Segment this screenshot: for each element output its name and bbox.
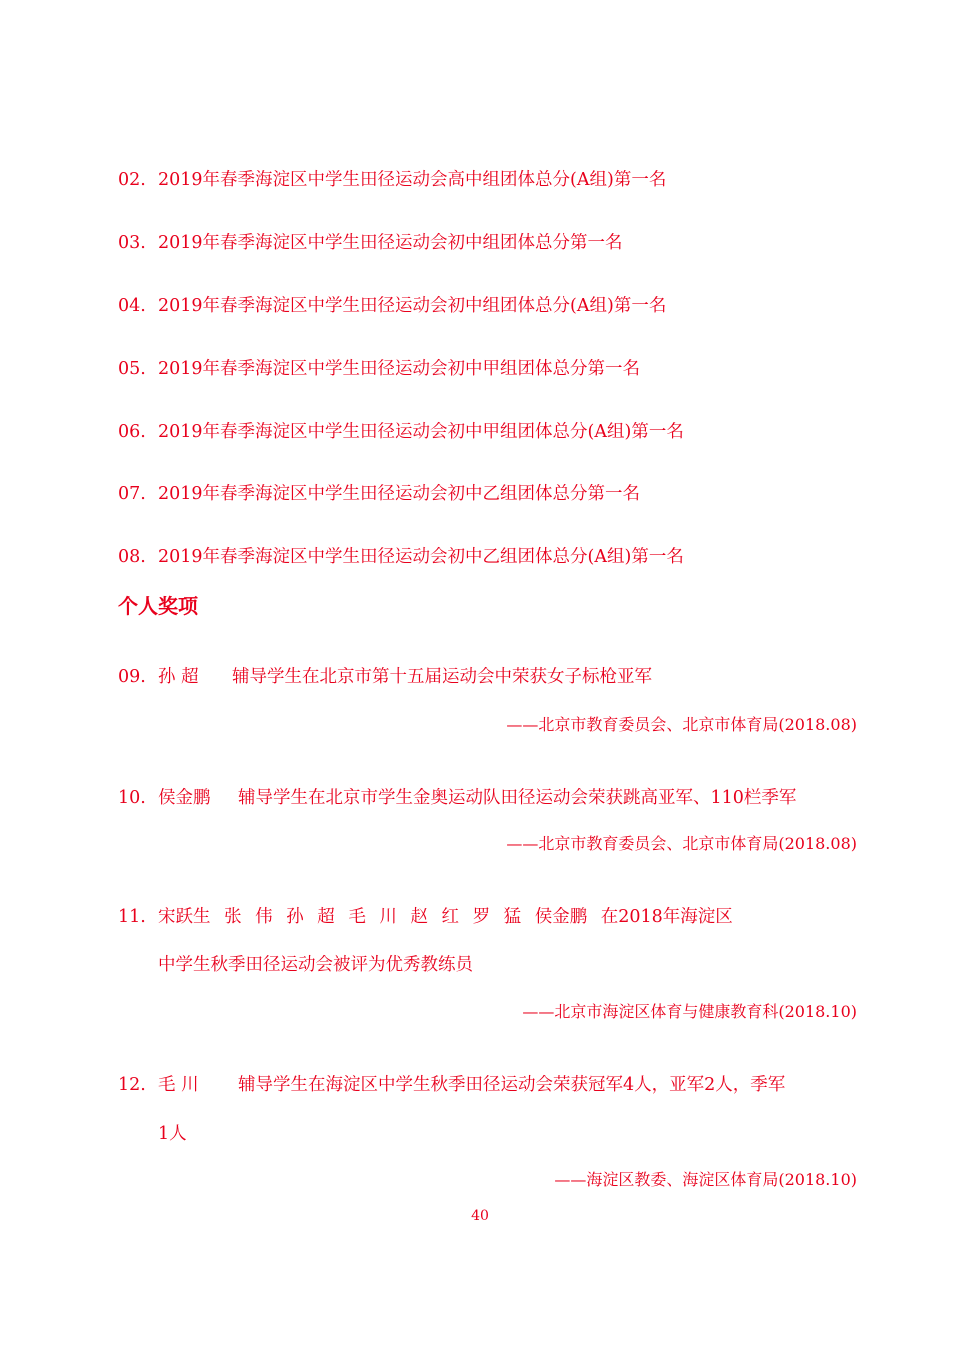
award-text-continued: 中学生秋季田径运动会被评为优秀教练员 (158, 955, 473, 975)
award-item (118, 420, 684, 444)
award-number: 12. (118, 1075, 146, 1095)
award-source: ——北京市海淀区体育与健康教育科(2018.10) (522, 1002, 857, 1021)
award-text: 2019年春季海淀区中学生田径运动会初中甲组团体总分(A组)第一名 (158, 422, 684, 442)
award-text: 2019年春季海淀区中学生田径运动会初中乙组团体总分(A组)第一名 (158, 547, 684, 567)
award-text: 2019年春季海淀区中学生田径运动会初中乙组团体总分第一名 (158, 484, 641, 504)
award-source: ——海淀区教委、海淀区体育局(2018.10) (554, 1170, 857, 1189)
award-number: 09. (118, 667, 146, 687)
award-item (118, 482, 640, 506)
page-number: 40 (471, 1208, 489, 1224)
award-person: 毛 川 (158, 1075, 199, 1095)
award-text: 2019年春季海淀区中学生田径运动会高中组团体总分(A组)第一名 (158, 170, 667, 190)
award-number: 02. (118, 170, 146, 190)
award-number: 08. (118, 547, 146, 567)
award-text: 辅导学生在海淀区中学生秋季田径运动会荣获冠军4人，亚军2人，季军 (238, 1075, 786, 1095)
award-item (118, 545, 684, 569)
award-item (118, 168, 666, 192)
award-person: 侯金鹏 (158, 788, 211, 808)
award-item (118, 786, 796, 810)
award-number: 07. (118, 484, 146, 504)
award-text: 辅导学生在北京市第十五届运动会中荣获女子标枪亚军 (232, 667, 652, 687)
award-number: 11. (118, 907, 146, 927)
section-heading: 个人奖项 (118, 594, 198, 618)
award-person: 孙 超 (158, 667, 199, 687)
award-item (118, 357, 640, 381)
award-item (118, 665, 652, 689)
award-number: 04. (118, 296, 146, 316)
award-text: 2019年春季海淀区中学生田径运动会初中组团体总分第一名 (158, 233, 623, 253)
award-number: 10. (118, 788, 146, 808)
award-item (118, 905, 733, 929)
award-number: 05. (118, 359, 146, 379)
award-number: 03. (118, 233, 146, 253)
award-source: ——北京市教育委员会、北京市体育局(2018.08) (506, 834, 857, 853)
award-source: ——北京市教育委员会、北京市体育局(2018.08) (506, 715, 857, 734)
award-text: 2019年春季海淀区中学生田径运动会初中组团体总分(A组)第一名 (158, 296, 667, 316)
award-item (118, 231, 623, 255)
award-item (118, 1073, 785, 1097)
award-text: 宋跃生 张 伟 孙 超 毛 川 赵 红 罗 猛 侯金鹏 在2018年海淀区 (158, 907, 733, 927)
award-text: 辅导学生在北京市学生金奥运动队田径运动会荣获跳高亚军、110栏季军 (238, 788, 797, 808)
award-text: 2019年春季海淀区中学生田径运动会初中甲组团体总分第一名 (158, 359, 641, 379)
award-text-continued: 1人 (158, 1124, 187, 1144)
award-number: 06. (118, 422, 146, 442)
award-item (118, 294, 666, 318)
